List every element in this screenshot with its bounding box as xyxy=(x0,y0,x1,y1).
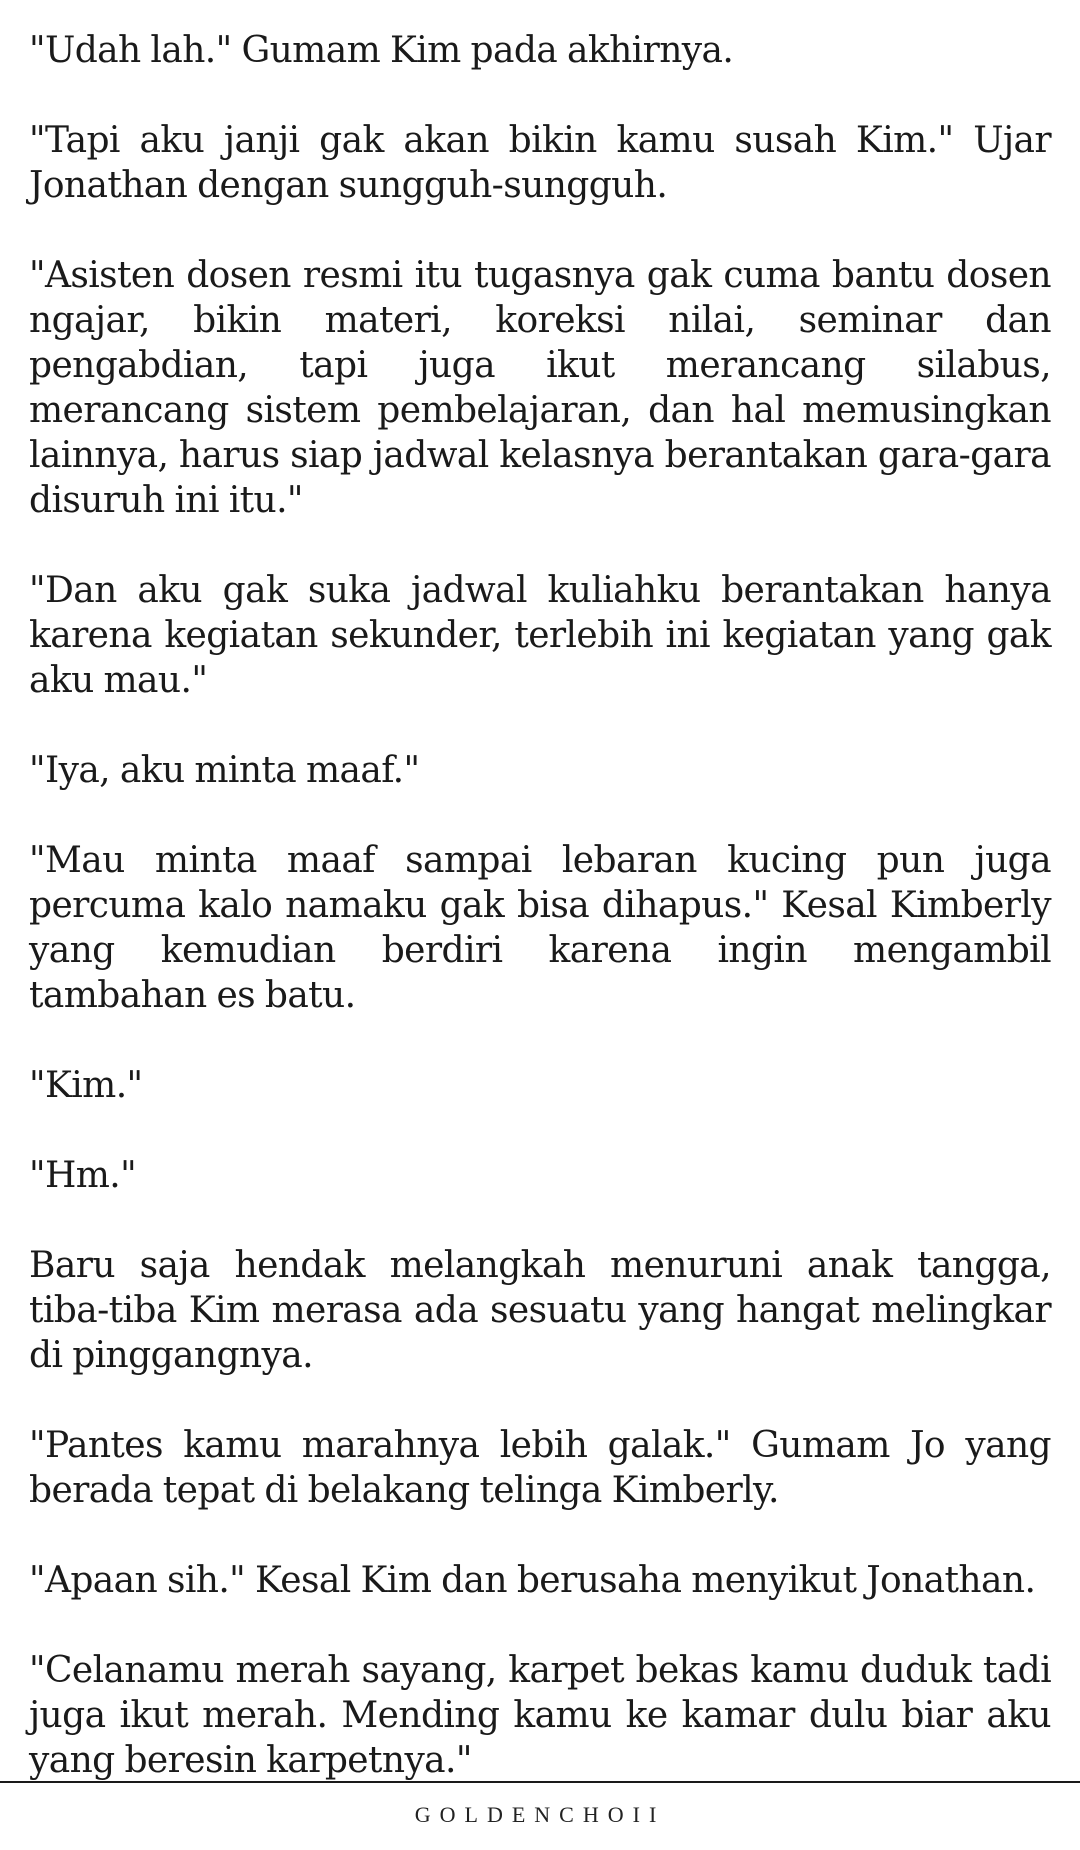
paragraph: Baru saja hendak melangkah menuruni anak tangga, tiba-tiba Kim merasa ada sesuatu yang hangat melingkar di pinggangnya. xyxy=(29,1245,1051,1376)
paragraph: "Pantes kamu marahnya lebih galak." Gumam Jo yang berada tepat di belakang telinga Kimberly. xyxy=(29,1425,1051,1511)
paragraph: "Tapi aku janji gak akan bikin kamu susah Kim." Ujar Jonathan dengan sungguh-sungguh. xyxy=(29,120,1051,206)
footer-author: GOLDENCHOII xyxy=(414,1802,666,1827)
paragraph: "Asisten dosen resmi itu tugasnya gak cuma bantu dosen ngajar, bikin materi, koreksi nilai, seminar dan pengabdian, tapi juga ikut merancang silabus, merancang sistem pembelajaran, dan hal memusingkan lainnya, harus siap jadwal kelasnya berantakan gara-gara disuruh ini itu." xyxy=(29,255,1051,521)
paragraph: "Celanamu merah sayang, karpet bekas kamu duduk tadi juga ikut merah. Mending kamu ke kamar dulu biar aku yang beresin karpetnya." xyxy=(29,1650,1051,1781)
paragraph: "Udah lah." Gumam Kim pada akhirnya. xyxy=(29,30,734,71)
paragraph: "Apaan sih." Kesal Kim dan berusaha menyikut Jonathan. xyxy=(29,1560,1036,1601)
paragraph: "Dan aku gak suka jadwal kuliahku berantakan hanya karena kegiatan sekunder, terlebih ini kegiatan yang gak aku mau." xyxy=(29,570,1051,701)
footer-divider xyxy=(0,1781,1080,1783)
paragraph: "Kim." xyxy=(29,1065,143,1106)
story-text xyxy=(29,28,1051,1828)
paragraph: "Mau minta maaf sampai lebaran kucing pun juga percuma kalo namaku gak bisa dihapus." Kesal Kimberly yang kemudian berdiri karena ingin mengambil tambahan es batu. xyxy=(29,840,1051,1016)
paragraph: "Hm." xyxy=(29,1155,137,1196)
paragraph: "Iya, aku minta maaf." xyxy=(29,750,420,791)
